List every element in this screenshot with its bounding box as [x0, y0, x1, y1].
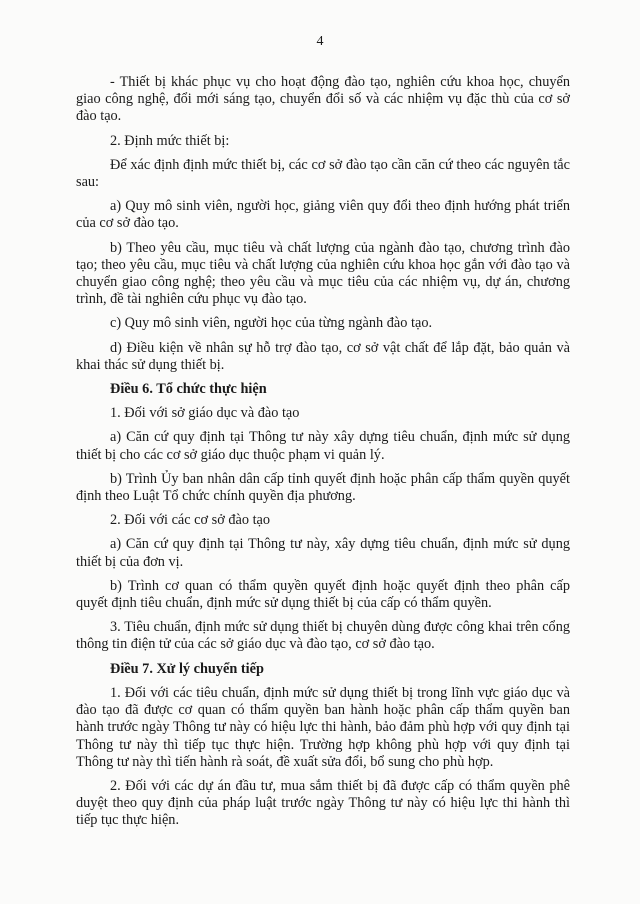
paragraph: 2. Đối với các dự án đầu tư, mua sắm thiết bị đã được cấp có thẩm quyền phê duyệt theo quy định của pháp luật trước ngày Thông tư này có hiệu lực thi hành thì tiếp tục thực hiện.	[76, 777, 570, 829]
paragraph: a) Căn cứ quy định tại Thông tư này, xây dựng tiêu chuẩn, định mức sử dụng thiết bị của đơn vị.	[76, 536, 570, 570]
paragraph: Để xác định định mức thiết bị, các cơ sở đào tạo cần căn cứ theo các nguyên tắc sau:	[76, 156, 570, 191]
paragraph: a) Căn cứ quy định tại Thông tư này xây dựng tiêu chuẩn, định mức sử dụng thiết bị cho các cơ sở giáo dục thuộc phạm vi quản lý.	[76, 429, 570, 463]
paragraph: 1. Đối với sở giáo dục và đào tạo	[110, 405, 300, 422]
paragraph: b) Theo yêu cầu, mục tiêu và chất lượng của ngành đào tạo, chương trình đào tạo; theo yêu cầu, mục tiêu và chất lượng của nghiên cứu khoa học gắn với đào tạo và chuyển giao công nghệ; theo yêu cầu và mục tiêu của các nhiệm vụ, dự án, chương trình, đề tài nghiên cứu phục vụ đào tạo.	[76, 239, 570, 308]
paragraph: b) Trình Ủy ban nhân dân cấp tỉnh quyết định hoặc phân cấp thẩm quyền quyết định theo Luật Tổ chức chính quyền địa phương.	[76, 470, 570, 505]
page-number: 4	[316, 34, 324, 49]
paragraph: 1. Đối với các tiêu chuẩn, định mức sử dụng thiết bị trong lĩnh vực giáo dục và đào tạo đã được cơ quan có thẩm quyền ban hành hoặc phân cấp thẩm quyền ban hành trước ngày Thông tư này có hiệu lực thi hành, bảo đảm phù hợp với quy định tại Thông tư này thì tiếp tục thực hiện. Trường hợp không phù hợp với quy định tại Thông tư này thì tiến hành rà soát, đề xuất sửa đổi, bổ sung cho phù hợp.	[76, 684, 570, 770]
paragraph: - Thiết bị khác phục vụ cho hoạt động đào tạo, nghiên cứu khoa học, chuyển giao công nghệ, đổi mới sáng tạo, chuyển đổi số và các nhiệm vụ đặc thù của cơ sở đào tạo.	[76, 74, 570, 125]
paragraph: d) Điều kiện về nhân sự hỗ trợ đào tạo, cơ sở vật chất để lắp đặt, bảo quản và khai thác sử dụng thiết bị.	[76, 339, 570, 373]
paragraph: 2. Đối với các cơ sở đào tạo	[110, 512, 271, 529]
paragraph: 3. Tiêu chuẩn, định mức sử dụng thiết bị chuyên dùng được công khai trên cổng thông tin điện tử của các sở giáo dục và đào tạo, cơ sở đào tạo.	[76, 619, 570, 653]
article-6-heading: Điều 6. Tổ chức thực hiện	[110, 381, 267, 398]
paragraph: 2. Định mức thiết bị:	[110, 132, 230, 149]
paragraph: c) Quy mô sinh viên, người học của từng ngành đào tạo.	[110, 315, 433, 332]
article-7-heading: Điều 7. Xử lý chuyển tiếp	[110, 660, 264, 677]
document-body	[76, 74, 570, 837]
paragraph: b) Trình cơ quan có thẩm quyền quyết định hoặc quyết định theo phân cấp quyết định tiêu chuẩn, định mức sử dụng thiết bị của cấp có thẩm quyền.	[76, 577, 570, 612]
paragraph: a) Quy mô sinh viên, người học, giảng viên quy đổi theo định hướng phát triển của cơ sở đào tạo.	[76, 198, 570, 232]
